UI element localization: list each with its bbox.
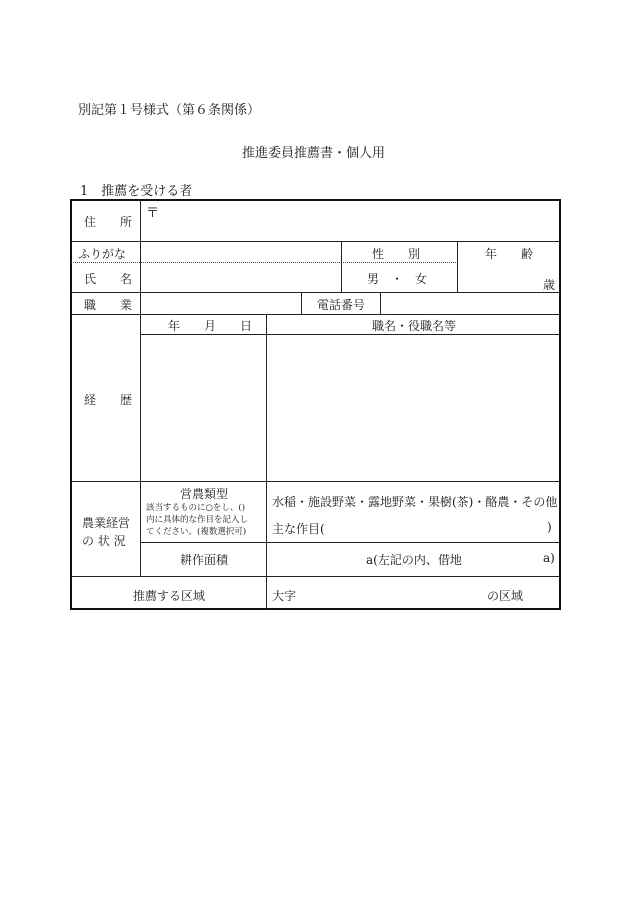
phone-label: 電話番号	[317, 298, 366, 312]
farm-status-label-line1: 農業経営	[82, 516, 131, 530]
leased-area-field[interactable]	[470, 546, 540, 572]
section-heading: 1 推薦を受ける者	[80, 184, 193, 199]
form-reference: 別記第１号様式（第６条関係）	[78, 103, 261, 118]
main-crop-label: 主な作目(	[272, 522, 325, 536]
farm-type-note-line3: てください。(複数選択可)	[146, 527, 247, 537]
main-crop-field[interactable]	[330, 518, 540, 536]
main-crop-close: )	[547, 520, 552, 534]
age-field[interactable]	[460, 265, 530, 290]
farm-type-options[interactable]: 水稲・施設野菜・露地野菜・果樹(茶)・酪農・その他	[272, 495, 558, 509]
region-prefix: 大字	[272, 589, 297, 603]
region-suffix: の区域	[487, 589, 524, 603]
age-unit: 歳	[543, 278, 556, 292]
date-column-header: 年 月 日	[168, 319, 253, 333]
region-label: 推薦する区域	[133, 589, 206, 603]
gender-label: 性 別	[372, 247, 421, 261]
address-field[interactable]	[160, 203, 550, 239]
history-label: 経 歴	[84, 393, 133, 407]
address-label: 住 所	[84, 215, 133, 229]
area-unit: a)	[543, 551, 555, 565]
name-label: 氏 名	[84, 272, 133, 286]
region-field[interactable]	[300, 580, 480, 604]
postal-mark: 〒	[146, 206, 160, 221]
age-label: 年 齢	[485, 247, 534, 261]
occupation-field[interactable]	[143, 294, 299, 312]
history-date-field[interactable]	[143, 337, 264, 479]
area-label: 耕作面積	[180, 553, 229, 567]
document-title: 推進委員推薦書・個人用	[242, 146, 386, 161]
farm-type-note-line2: 内に具体的な作目を記入し	[146, 515, 249, 525]
farm-type-note-line1: 該当するものに○をし、()	[146, 503, 246, 513]
furigana-label: ふりがな	[78, 247, 127, 261]
name-field[interactable]	[143, 265, 339, 290]
area-value-label: a(左記の内、借地	[366, 553, 462, 567]
gender-options[interactable]: 男 ・ 女	[367, 272, 428, 286]
furigana-field[interactable]	[143, 243, 339, 261]
area-field[interactable]	[272, 546, 364, 572]
farm-status-label-line2: の 状 況	[82, 534, 126, 548]
farm-type-label: 営農類型	[180, 487, 229, 501]
occupation-label: 職 業	[84, 298, 133, 312]
phone-field[interactable]	[383, 294, 557, 312]
history-position-field[interactable]	[269, 337, 557, 479]
position-column-header: 職名・役職名等	[372, 319, 457, 333]
